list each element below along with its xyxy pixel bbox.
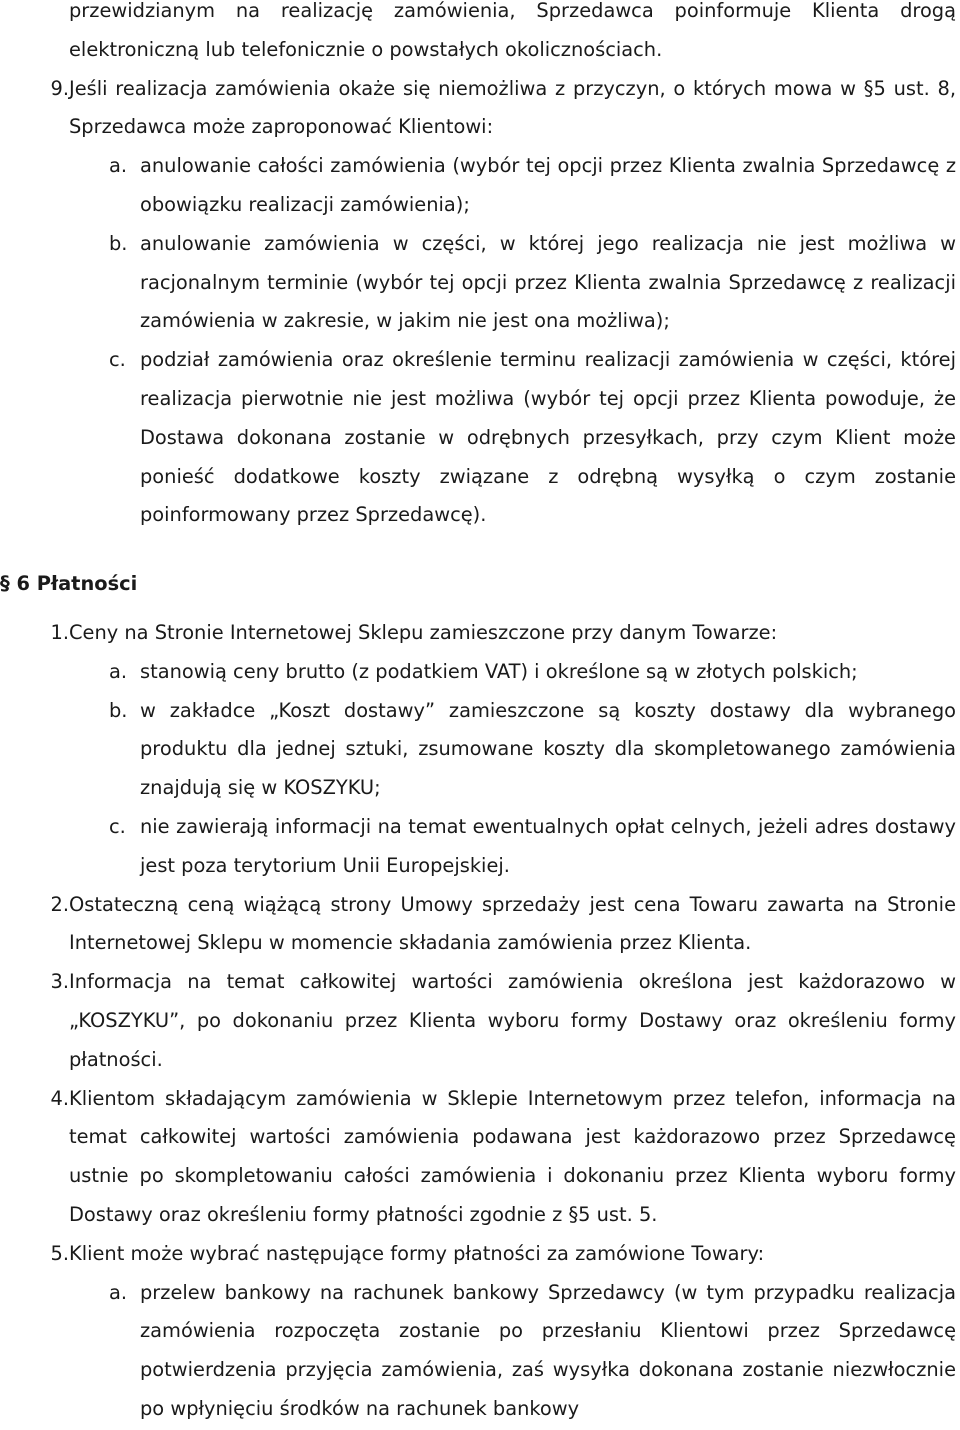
list-marker: a. bbox=[109, 1280, 128, 1304]
list-marker: 5. bbox=[50, 1241, 69, 1265]
section-heading: § 6 Płatności bbox=[0, 572, 138, 596]
sublist-item-1c bbox=[0, 808, 960, 886]
sublist-item-5a bbox=[0, 1274, 960, 1429]
list-item-5 bbox=[0, 1235, 960, 1274]
list-item-text: w zakładce „Koszt dostawy” zamieszczone są koszty dostawy dla wybranego produktu dla jednej sztuki, zsumowane koszty dla skompletowanego zamówienia znajdują się w KOSZYKU; bbox=[140, 698, 956, 800]
sublist-item-1b bbox=[0, 692, 960, 808]
list-marker: 1. bbox=[50, 620, 69, 644]
list-item-text: Klientom składającym zamówienia w Sklepie Internetowym przez telefon, informacja na temat całkowitej wartości zamówienia podawana jest każdorazowo przez Sprzedawcę ustnie po skompletowaniu całości zamówienia i dokonaniu przez Klienta wyboru formy Dostawy oraz określeniu formy płatności zgodnie z §5 ust. 5. bbox=[69, 1086, 956, 1226]
list-item-text: anulowanie całości zamówienia (wybór tej opcji przez Klienta zwalnia Sprzedawcę z obowiązku realizacji zamówienia); bbox=[140, 154, 956, 216]
list-marker: 4. bbox=[50, 1086, 69, 1110]
intro-paragraph: przewidzianym na realizację zamówienia, Sprzedawca poinformuje Klienta drogą elektroniczną lub telefonicznie o powstałych okolicznościach. bbox=[69, 0, 956, 61]
list-item-text: podział zamówienia oraz określenie terminu realizacji zamówienia w części, której realizacja pierwotnie nie jest możliwa (wybór tej opcji przez Klienta powoduje, że Dostawa dokonana zostanie w odrębnych przesyłkach, przy czym Klient może ponieść dodatkowe koszty związane z odrębną wysyłką o czym zostanie poinformowany przez Sprzedawcę). bbox=[140, 348, 956, 527]
list-item-text: Informacja na temat całkowitej wartości zamówienia określona jest każdorazowo w „KOSZYKU”, po dokonaniu przez Klienta wyboru formy Dostawy oraz określeniu formy płatności. bbox=[69, 970, 956, 1071]
list-item-text: Ceny na Stronie Internetowej Sklepu zamieszczone przy danym Towarze: bbox=[69, 620, 778, 644]
sublist-item-1a bbox=[0, 653, 960, 692]
list-item-3 bbox=[0, 963, 960, 1079]
list-marker: a. bbox=[109, 154, 128, 178]
list-item-2 bbox=[0, 886, 960, 964]
list-marker: b. bbox=[109, 698, 128, 722]
list-item-text: Jeśli realizacja zamówienia okaże się niemożliwa z przyczyn, o których mowa w §5 ust. 8, Sprzedawca może zaproponować Klientowi: bbox=[69, 76, 956, 139]
list-item-text: Ostateczną ceną wiążącą strony Umowy sprzedaży jest cena Towaru zawarta na Stronie Internetowej Sklepu w momencie składania zamówienia przez Klienta. bbox=[69, 892, 956, 955]
sublist-item-9b bbox=[0, 225, 960, 341]
list-item-4 bbox=[0, 1080, 960, 1235]
list-marker: b. bbox=[109, 231, 128, 255]
sublist-item-9a bbox=[0, 147, 960, 225]
list-marker: c. bbox=[109, 348, 126, 372]
list-item-text: anulowanie zamówienia w części, w której jego realizacja nie jest możliwa w racjonalnym terminie (wybór tej opcji przez Klienta zwalnia Sprzedawcę z realizacji zamówienia w zakresie, w jakim nie jest ona możliwa); bbox=[140, 231, 956, 333]
list-item-text: Klient może wybrać następujące formy płatności za zamówione Towary: bbox=[69, 1241, 765, 1265]
list-marker: 2. bbox=[50, 892, 69, 916]
list-marker: a. bbox=[109, 659, 128, 683]
list-marker: c. bbox=[109, 814, 126, 838]
list-item-text: nie zawierają informacji na temat ewentualnych opłat celnych, jeżeli adres dostawy jest poza terytorium Unii Europejskiej. bbox=[140, 814, 956, 877]
list-item-text: przelew bankowy na rachunek bankowy Sprzedawcy (w tym przypadku realizacja zamówienia rozpoczęta zostanie po przesłaniu Klientowi przez Sprzedawcę potwierdzenia przyjęcia zamówienia, zaś wysyłka dokonana zostanie niezwłocznie po wpłynięciu środków na rachunek bankowy bbox=[140, 1280, 956, 1420]
list-marker: 3. bbox=[50, 970, 69, 994]
sublist-item-9c bbox=[0, 341, 960, 535]
list-item-text: stanowią ceny brutto (z podatkiem VAT) i określone są w złotych polskich; bbox=[140, 659, 858, 683]
list-item-9 bbox=[0, 70, 960, 148]
list-marker: 9. bbox=[50, 76, 69, 100]
list-item-1 bbox=[0, 614, 960, 653]
